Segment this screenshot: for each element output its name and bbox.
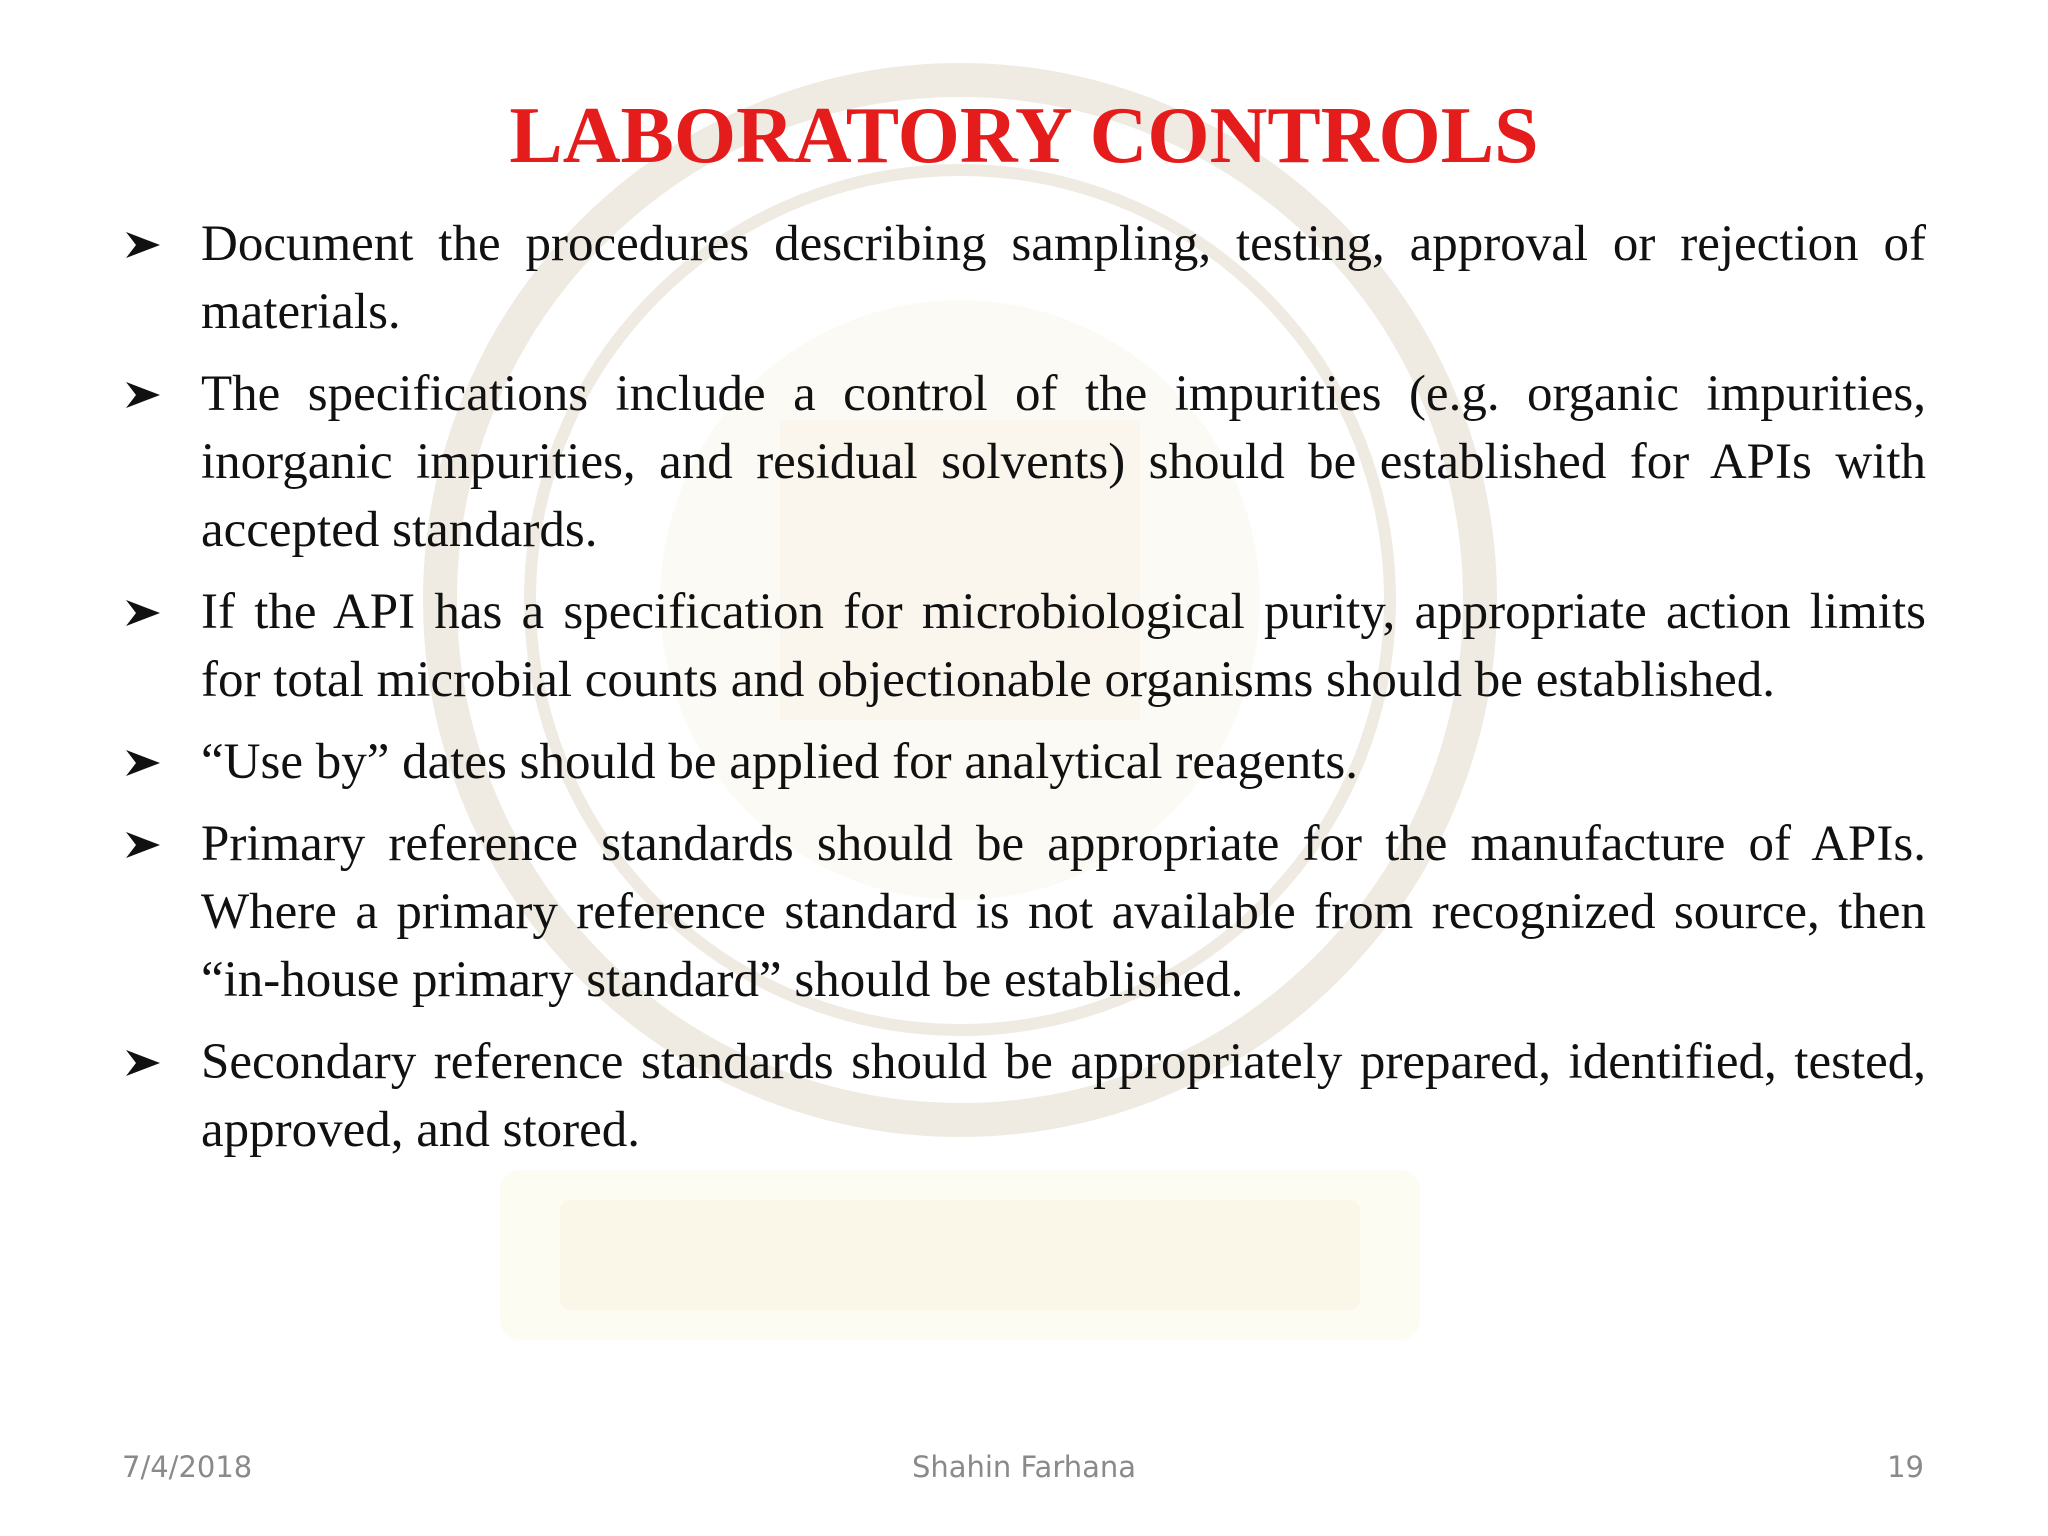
arrowhead-bullet-icon <box>126 728 174 796</box>
arrowhead-bullet-icon <box>126 360 174 428</box>
bullet-item <box>126 210 1926 346</box>
bullet-item <box>126 810 1926 1014</box>
slide-title: LABORATORY CONTROLS <box>509 92 1539 180</box>
footer-date: 7/4/2018 <box>122 1450 253 1484</box>
arrowhead-bullet-icon <box>126 1028 174 1096</box>
arrowhead-bullet-icon <box>126 210 174 278</box>
bullet-text: If the API has a specification for microbiological purity, appropriate action limits for total microbial counts and objectionable organisms should be established. <box>201 584 1926 708</box>
bullet-text: Secondary reference standards should be appropriately prepared, identified, tested, approved, and stored. <box>201 1034 1926 1158</box>
arrowhead-bullet-icon <box>126 578 174 646</box>
bullet-item <box>126 728 1926 796</box>
bullet-item <box>126 360 1926 564</box>
bullet-text: Document the procedures describing sampling, testing, approval or rejection of materials. <box>201 216 1926 340</box>
bullet-item <box>126 578 1926 714</box>
bullet-list <box>126 210 1926 1178</box>
bullet-item <box>126 1028 1926 1164</box>
bullet-text: The specifications include a control of the impurities (e.g. organic impurities, inorganic impurities, and residual solvents) should be established for APIs with accepted standards. <box>201 366 1926 558</box>
footer-page-number: 19 <box>1887 1450 1924 1484</box>
bullet-text: “Use by” dates should be applied for analytical reagents. <box>201 734 1358 790</box>
bullet-text: Primary reference standards should be appropriate for the manufacture of APIs. Where a primary reference standard is not available from recognized source, then “in-house primary standard” should be established. <box>201 816 1926 1008</box>
footer-author: Shahin Farhana <box>911 1450 1137 1484</box>
arrowhead-bullet-icon <box>126 810 174 878</box>
